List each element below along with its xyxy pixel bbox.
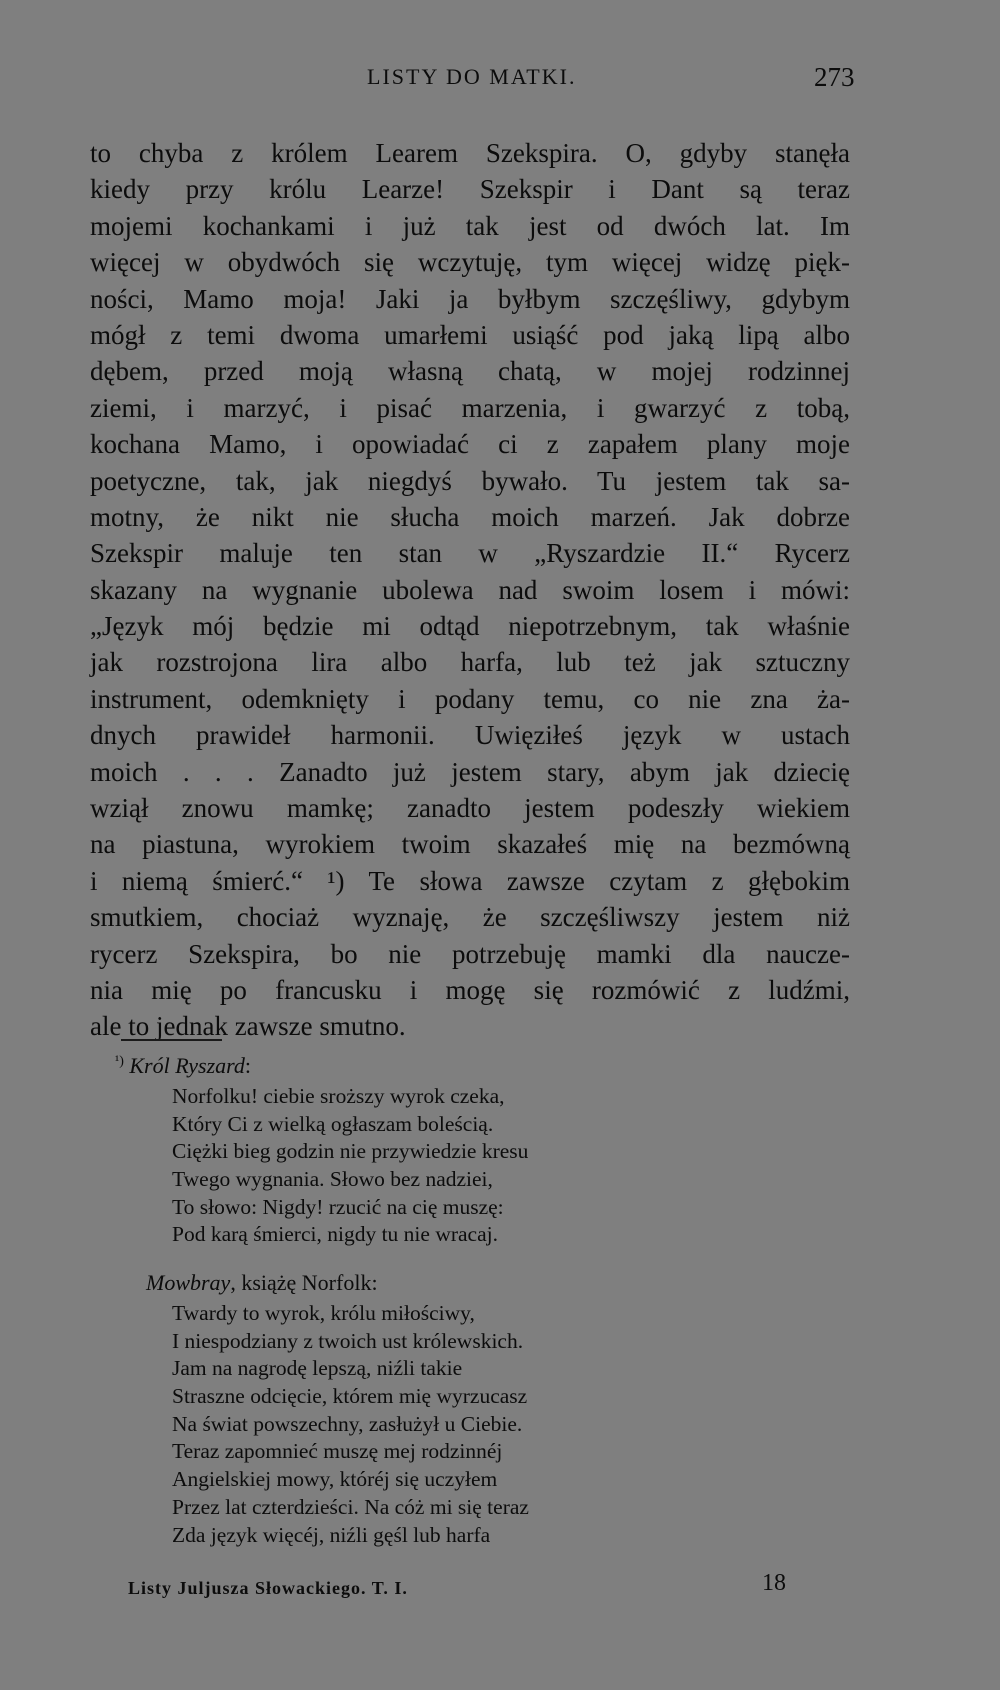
body-line: dębem, przed moją własną chatą, w mojej rodzinnej (90, 356, 850, 387)
body-line: jak rozstrojona lira albo harfa, lub też jak sztuczny (90, 647, 850, 678)
signature-line: Listy Juljusza Słowackiego. T. I. (128, 1578, 408, 1598)
body-line: rycerz Szekspira, bo nie potrzebuję mamki dla naucze- (90, 938, 850, 969)
body-line: ziemi, i marzyć, i pisać marzenia, i gwarzyć z tobą, (90, 392, 850, 423)
body-line: moich . . . Zanadto już jestem stary, abym jak dziecię (90, 756, 850, 787)
verse-line: Norfolku! ciebie sroższy wyrok czeka, (172, 1084, 505, 1108)
footnote-marker: ¹) (115, 1054, 124, 1069)
verse-line: I niespodziany z twoich ust królewskich. (172, 1328, 524, 1353)
footnote-speaker-2-line (146, 1270, 378, 1296)
footnote-speaker-2-suffix: , książę Norfolk: (230, 1270, 378, 1295)
body-line: poetyczne, tak, jak niegdyś bywało. Tu jestem tak sa- (90, 465, 850, 496)
body-line: ności, Mamo moja! Jaki ja byłbym szczęśliwy, gdybym (90, 283, 850, 314)
body-line: instrument, odemknięty i podany temu, co nie zna ża- (90, 683, 850, 714)
body-line: motny, że nikt nie słucha moich marzeń. Jak dobrze (90, 501, 850, 532)
verse-line: Twego wygnania. Słowo bez nadziei, (172, 1167, 493, 1192)
body-line: mojemi kochankami i już tak jest od dwóch lat. Im (90, 210, 850, 241)
body-line: mógł z temi dwoma umarłemi usiąść pod jaką lipą albo (90, 319, 850, 350)
body-line: ale to jednak zawsze smutno. (90, 1011, 406, 1042)
verse-line: Ciężki bieg godzin nie przywiedzie kresu (172, 1139, 529, 1164)
body-line: więcej w obydwóch się wczytuję, tym więcej widzę pięk- (90, 247, 850, 278)
verse-line: Angielskiej mowy, któréj się uczyłem (172, 1467, 498, 1492)
verse-line: Twardy to wyrok, królu miłościwy, (172, 1301, 475, 1325)
body-line: skazany na wygnanie ubolewa nad swoim losem i mówi: (90, 574, 850, 605)
verse-line: Teraz zapomnieć muszę mej rodzinnéj (172, 1439, 503, 1464)
body-line: wziął znowu mamkę; zanadto jestem podeszły wiekiem (90, 793, 850, 824)
footnote-heading (115, 1053, 251, 1079)
footnote-verse-1 (172, 1083, 528, 1249)
body-line: na piastuna, wyrokiem twoim skazałeś mię na bezmówną (90, 829, 850, 860)
body-line: „Język mój będzie mi odtąd niepotrzebnym, tak właśnie (90, 611, 850, 642)
body-line: nia mię po francusku i mogę się rozmówić z ludźmi, (90, 974, 850, 1005)
footnote-verse-2 (172, 1300, 529, 1549)
verse-line: Pod karą śmierci, nigdy tu nie wracaj. (172, 1222, 498, 1247)
verse-line: Na świat powszechny, zasłużył u Ciebie. (172, 1411, 523, 1436)
page-number: 273 (814, 62, 855, 92)
body-line: i niemą śmierć.“ ¹) Te słowa zawsze czytam z głębokim (90, 865, 850, 896)
body-line: kiedy przy królu Learze! Szekspir i Dant są teraz (90, 174, 850, 205)
body-line: Szekspir maluje ten stan w „Ryszardzie II.“ Rycerz (90, 538, 850, 569)
running-title: LISTY DO MATKI. (367, 64, 577, 89)
verse-line: Zda język więcéj, niźli gęśl lub harfa (172, 1522, 491, 1547)
verse-line: To słowo: Nigdy! rzucić na cię muszę: (172, 1194, 504, 1219)
verse-line: Jam na nagrodę lepszą, niźli takie (172, 1356, 463, 1381)
body-line: dnych prawideł harmonii. Uwięziłeś język w ustach (90, 720, 850, 751)
footnote-speaker-1-suffix: : (244, 1053, 252, 1078)
verse-line: Straszne odcięcie, którem mię wyrzucasz (172, 1384, 528, 1409)
verse-line: Przez lat czterdzieści. Na cóż mi się teraz (172, 1494, 529, 1519)
sheet-number: 18 (762, 1570, 786, 1596)
body-line: kochana Mamo, i opowiadać ci z zapałem plany moje (90, 429, 850, 460)
body-line: smutkiem, chociaż wyznaję, że szczęśliwszy jestem niż (90, 902, 850, 933)
body-text (90, 135, 850, 1045)
body-line: to chyba z królem Learem Szekspira. O, gdyby stanęła (90, 138, 850, 168)
footnote-speaker-1: Król Ryszard (129, 1053, 245, 1078)
footnote-rule (121, 1039, 222, 1041)
verse-line: Który Ci z wielką ogłaszam boleścią. (172, 1111, 494, 1136)
footnote-speaker-2: Mowbray (146, 1270, 231, 1295)
